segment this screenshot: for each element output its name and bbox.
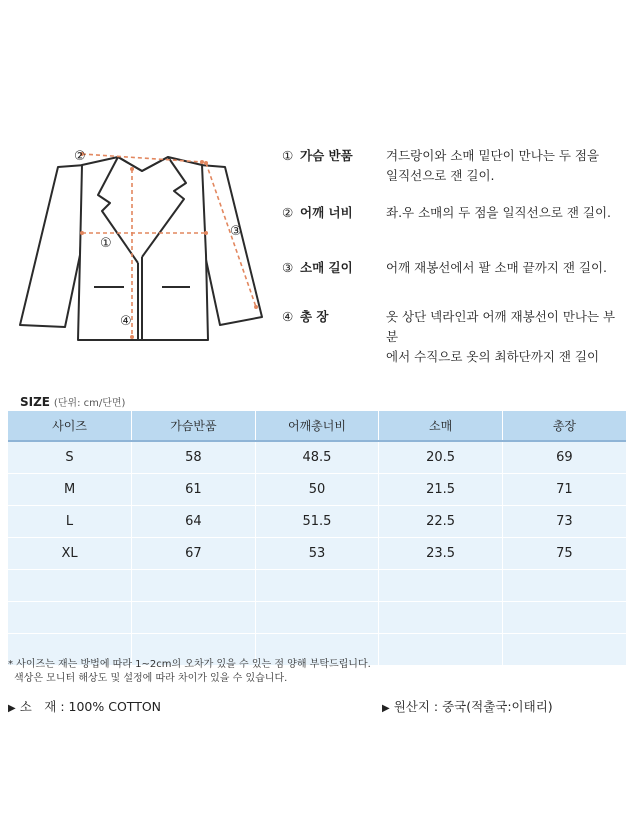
marker-4: ④	[120, 314, 132, 329]
table-row: L 64 51.5 22.5 73	[8, 506, 626, 538]
table-row: XL 67 53 23.5 75	[8, 538, 626, 570]
right-sleeve	[200, 165, 262, 325]
table-header-row	[8, 411, 626, 441]
col-header: 어깨총너비	[255, 411, 379, 441]
note-line-1: * 사이즈는 재는 방법에 따라 1~2cm의 오차가 있을 수 있는 점 양해 부탁드립니다.	[8, 659, 371, 670]
note-line-2: 색상은 모니터 해상도 및 설정에 따라 차이가 있을 수 있습니다.	[14, 673, 288, 684]
measurement-desc: 겨드랑이와 소매 밑단이 만나는 두 점을 일직선으로 잰 길이.	[386, 148, 600, 183]
left-sleeve	[20, 165, 85, 327]
col-header: 사이즈	[8, 411, 132, 441]
table-row: M 61 50 21.5 71	[8, 474, 626, 506]
col-header: 총장	[502, 411, 626, 441]
measurement-desc: 어깨 재봉선에서 팔 소매 끝까지 잰 길이.	[386, 260, 608, 275]
origin-spec: ▶ 원산지 : 중국(적출국:이태리)	[382, 699, 553, 714]
table-row-empty	[8, 602, 626, 634]
material-label: 소 재	[19, 699, 57, 714]
marker-3: ③	[230, 224, 242, 239]
measurement-label: 소매 길이	[300, 260, 353, 275]
arrow-icon: ▶	[382, 703, 390, 714]
table-row: S 58 48.5 20.5 69	[8, 441, 626, 474]
col-header: 가슴반품	[132, 411, 256, 441]
size-table	[8, 411, 626, 666]
measurement-desc: 좌.우 소매의 두 점을 일직선으로 잰 길이.	[386, 205, 611, 220]
jacket-measurement-diagram	[10, 135, 280, 355]
measurement-desc: 옷 상단 넥라인과 어깨 재봉선이 만나는 부분 에서 수직으로 옷의 최하단까지 잰 길이	[386, 309, 616, 364]
measurement-label: 어깨 너비	[300, 205, 353, 220]
measurement-label: 총 장	[300, 309, 329, 324]
origin-value: 중국(적출국:이태리)	[442, 699, 553, 714]
measurement-label: 가슴 반품	[300, 148, 353, 163]
arrow-icon: ▶	[8, 703, 16, 714]
marker-2: ②	[74, 149, 86, 164]
material-spec: ▶ 소 재 : 100% COTTON	[8, 699, 162, 714]
marker-1: ①	[100, 236, 112, 251]
table-row-empty	[8, 570, 626, 602]
size-table-title: SIZE (단위: cm/단면)	[20, 395, 126, 409]
col-header: 소매	[379, 411, 503, 441]
material-value: 100% COTTON	[68, 699, 162, 714]
origin-label: 원산지	[393, 699, 430, 714]
size-unit: (단위: cm/단면)	[53, 398, 126, 409]
